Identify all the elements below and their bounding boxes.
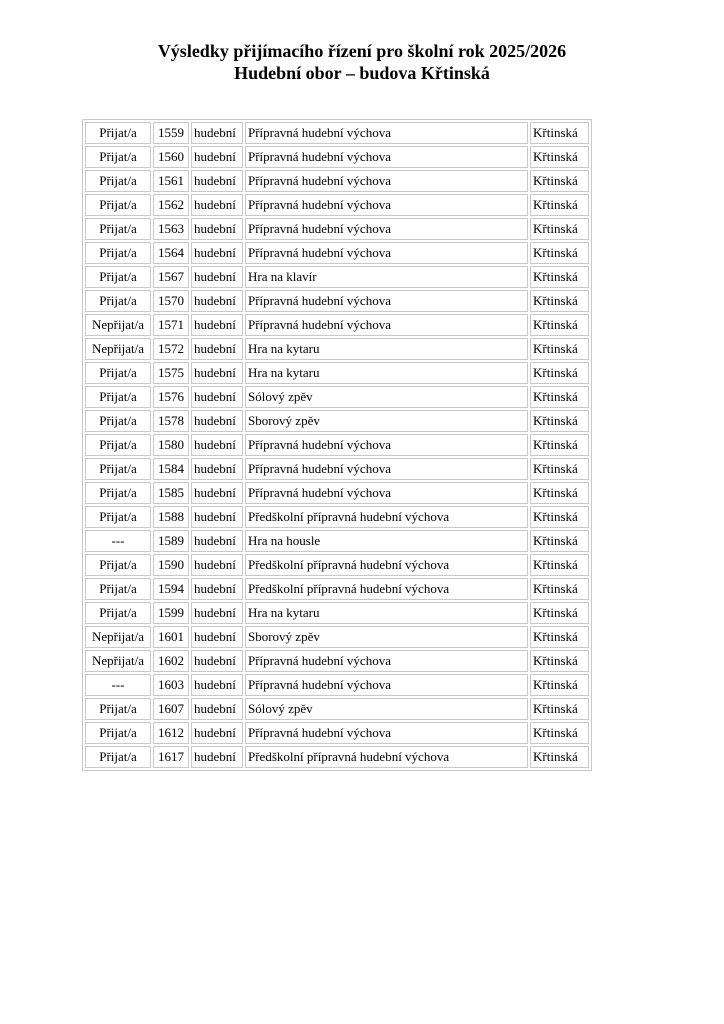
department-cell: hudební <box>191 314 243 336</box>
table-row <box>85 482 589 504</box>
program-cell: Předškolní přípravná hudební výchova <box>245 578 528 600</box>
table-row <box>85 554 589 576</box>
table-row <box>85 338 589 360</box>
table-row <box>85 146 589 168</box>
building-cell: Křtinská <box>530 266 589 288</box>
status-cell: Přijat/a <box>85 482 151 504</box>
program-cell: Předškolní přípravná hudební výchova <box>245 554 528 576</box>
department-cell: hudební <box>191 530 243 552</box>
table-row <box>85 218 589 240</box>
applicant-number-cell: 1575 <box>153 362 189 384</box>
table-row <box>85 578 589 600</box>
program-cell: Sólový zpěv <box>245 386 528 408</box>
program-cell: Přípravná hudební výchova <box>245 146 528 168</box>
program-cell: Přípravná hudební výchova <box>245 218 528 240</box>
status-cell: Přijat/a <box>85 218 151 240</box>
program-cell: Předškolní přípravná hudební výchova <box>245 746 528 768</box>
status-cell: Přijat/a <box>85 722 151 744</box>
department-cell: hudební <box>191 194 243 216</box>
status-cell: Přijat/a <box>85 362 151 384</box>
program-cell: Přípravná hudební výchova <box>245 242 528 264</box>
applicant-number-cell: 1588 <box>153 506 189 528</box>
status-cell: Přijat/a <box>85 578 151 600</box>
program-cell: Přípravná hudební výchova <box>245 650 528 672</box>
applicant-number-cell: 1580 <box>153 434 189 456</box>
applicant-number-cell: 1567 <box>153 266 189 288</box>
department-cell: hudební <box>191 554 243 576</box>
building-cell: Křtinská <box>530 242 589 264</box>
building-cell: Křtinská <box>530 458 589 480</box>
status-cell: Přijat/a <box>85 458 151 480</box>
program-cell: Hra na kytaru <box>245 602 528 624</box>
program-cell: Přípravná hudební výchova <box>245 434 528 456</box>
document-title: Výsledky přijímacího řízení pro školní rok 2025/2026 <box>157 41 567 61</box>
table-row <box>85 434 589 456</box>
applicant-number-cell: 1612 <box>153 722 189 744</box>
results-table-body <box>85 122 589 768</box>
program-cell: Předškolní přípravná hudební výchova <box>245 506 528 528</box>
table-row <box>85 314 589 336</box>
building-cell: Křtinská <box>530 650 589 672</box>
applicant-number-cell: 1576 <box>153 386 189 408</box>
program-cell: Hra na housle <box>245 530 528 552</box>
program-cell: Sólový zpěv <box>245 698 528 720</box>
applicant-number-cell: 1585 <box>153 482 189 504</box>
department-cell: hudební <box>191 746 243 768</box>
department-cell: hudební <box>191 650 243 672</box>
status-cell: Přijat/a <box>85 242 151 264</box>
department-cell: hudební <box>191 266 243 288</box>
applicant-number-cell: 1603 <box>153 674 189 696</box>
table-row <box>85 698 589 720</box>
program-cell: Sborový zpěv <box>245 626 528 648</box>
applicant-number-cell: 1590 <box>153 554 189 576</box>
program-cell: Přípravná hudební výchova <box>245 674 528 696</box>
table-row <box>85 122 589 144</box>
document-header <box>0 40 724 84</box>
table-row <box>85 746 589 768</box>
building-cell: Křtinská <box>530 218 589 240</box>
table-row <box>85 458 589 480</box>
table-row <box>85 602 589 624</box>
building-cell: Křtinská <box>530 554 589 576</box>
department-cell: hudební <box>191 578 243 600</box>
building-cell: Křtinská <box>530 314 589 336</box>
program-cell: Přípravná hudební výchova <box>245 314 528 336</box>
table-row <box>85 410 589 432</box>
status-cell: Nepřijat/a <box>85 314 151 336</box>
building-cell: Křtinská <box>530 530 589 552</box>
applicant-number-cell: 1602 <box>153 650 189 672</box>
table-row <box>85 194 589 216</box>
status-cell: Nepřijat/a <box>85 626 151 648</box>
table-row <box>85 290 589 312</box>
applicant-number-cell: 1564 <box>153 242 189 264</box>
applicant-number-cell: 1572 <box>153 338 189 360</box>
department-cell: hudební <box>191 386 243 408</box>
building-cell: Křtinská <box>530 602 589 624</box>
building-cell: Křtinská <box>530 146 589 168</box>
status-cell: Nepřijat/a <box>85 650 151 672</box>
status-cell: Přijat/a <box>85 122 151 144</box>
applicant-number-cell: 1589 <box>153 530 189 552</box>
program-cell: Přípravná hudební výchova <box>245 290 528 312</box>
program-cell: Přípravná hudební výchova <box>245 482 528 504</box>
department-cell: hudební <box>191 218 243 240</box>
department-cell: hudební <box>191 626 243 648</box>
department-cell: hudební <box>191 482 243 504</box>
applicant-number-cell: 1563 <box>153 218 189 240</box>
building-cell: Křtinská <box>530 746 589 768</box>
status-cell: --- <box>85 530 151 552</box>
building-cell: Křtinská <box>530 506 589 528</box>
status-cell: Přijat/a <box>85 410 151 432</box>
building-cell: Křtinská <box>530 698 589 720</box>
building-cell: Křtinská <box>530 338 589 360</box>
status-cell: Přijat/a <box>85 170 151 192</box>
department-cell: hudební <box>191 434 243 456</box>
department-cell: hudební <box>191 362 243 384</box>
status-cell: Nepřijat/a <box>85 338 151 360</box>
table-row <box>85 242 589 264</box>
status-cell: Přijat/a <box>85 506 151 528</box>
status-cell: Přijat/a <box>85 554 151 576</box>
status-cell: Přijat/a <box>85 602 151 624</box>
building-cell: Křtinská <box>530 626 589 648</box>
department-cell: hudební <box>191 122 243 144</box>
program-cell: Přípravná hudební výchova <box>245 194 528 216</box>
table-row <box>85 506 589 528</box>
building-cell: Křtinská <box>530 290 589 312</box>
department-cell: hudební <box>191 698 243 720</box>
status-cell: Přijat/a <box>85 746 151 768</box>
program-cell: Hra na klavír <box>245 266 528 288</box>
table-row <box>85 170 589 192</box>
building-cell: Křtinská <box>530 674 589 696</box>
building-cell: Křtinská <box>530 434 589 456</box>
department-cell: hudební <box>191 410 243 432</box>
program-cell: Hra na kytaru <box>245 362 528 384</box>
department-cell: hudební <box>191 458 243 480</box>
applicant-number-cell: 1561 <box>153 170 189 192</box>
building-cell: Křtinská <box>530 386 589 408</box>
applicant-number-cell: 1559 <box>153 122 189 144</box>
table-row <box>85 362 589 384</box>
status-cell: --- <box>85 674 151 696</box>
status-cell: Přijat/a <box>85 290 151 312</box>
department-cell: hudební <box>191 602 243 624</box>
program-cell: Přípravná hudební výchova <box>245 458 528 480</box>
building-cell: Křtinská <box>530 482 589 504</box>
status-cell: Přijat/a <box>85 386 151 408</box>
building-cell: Křtinská <box>530 170 589 192</box>
program-cell: Hra na kytaru <box>245 338 528 360</box>
building-cell: Křtinská <box>530 362 589 384</box>
table-row <box>85 626 589 648</box>
applicant-number-cell: 1570 <box>153 290 189 312</box>
applicant-number-cell: 1594 <box>153 578 189 600</box>
program-cell: Sborový zpěv <box>245 410 528 432</box>
applicant-number-cell: 1584 <box>153 458 189 480</box>
department-cell: hudební <box>191 146 243 168</box>
applicant-number-cell: 1562 <box>153 194 189 216</box>
document-subtitle: Hudební obor – budova Křtinská <box>234 63 490 83</box>
department-cell: hudební <box>191 722 243 744</box>
applicant-number-cell: 1578 <box>153 410 189 432</box>
applicant-number-cell: 1560 <box>153 146 189 168</box>
program-cell: Přípravná hudební výchova <box>245 170 528 192</box>
building-cell: Křtinská <box>530 410 589 432</box>
building-cell: Křtinská <box>530 578 589 600</box>
applicant-number-cell: 1599 <box>153 602 189 624</box>
table-row <box>85 530 589 552</box>
table-row <box>85 266 589 288</box>
department-cell: hudební <box>191 290 243 312</box>
status-cell: Přijat/a <box>85 434 151 456</box>
department-cell: hudební <box>191 674 243 696</box>
status-cell: Přijat/a <box>85 146 151 168</box>
program-cell: Přípravná hudební výchova <box>245 722 528 744</box>
table-row <box>85 650 589 672</box>
applicant-number-cell: 1617 <box>153 746 189 768</box>
building-cell: Křtinská <box>530 722 589 744</box>
status-cell: Přijat/a <box>85 266 151 288</box>
status-cell: Přijat/a <box>85 194 151 216</box>
department-cell: hudební <box>191 170 243 192</box>
table-row <box>85 386 589 408</box>
building-cell: Křtinská <box>530 194 589 216</box>
department-cell: hudební <box>191 242 243 264</box>
building-cell: Křtinská <box>530 122 589 144</box>
applicant-number-cell: 1601 <box>153 626 189 648</box>
applicant-number-cell: 1607 <box>153 698 189 720</box>
program-cell: Přípravná hudební výchova <box>245 122 528 144</box>
department-cell: hudební <box>191 338 243 360</box>
status-cell: Přijat/a <box>85 698 151 720</box>
department-cell: hudební <box>191 506 243 528</box>
table-row <box>85 722 589 744</box>
table-row <box>85 674 589 696</box>
applicant-number-cell: 1571 <box>153 314 189 336</box>
results-table <box>82 119 592 771</box>
